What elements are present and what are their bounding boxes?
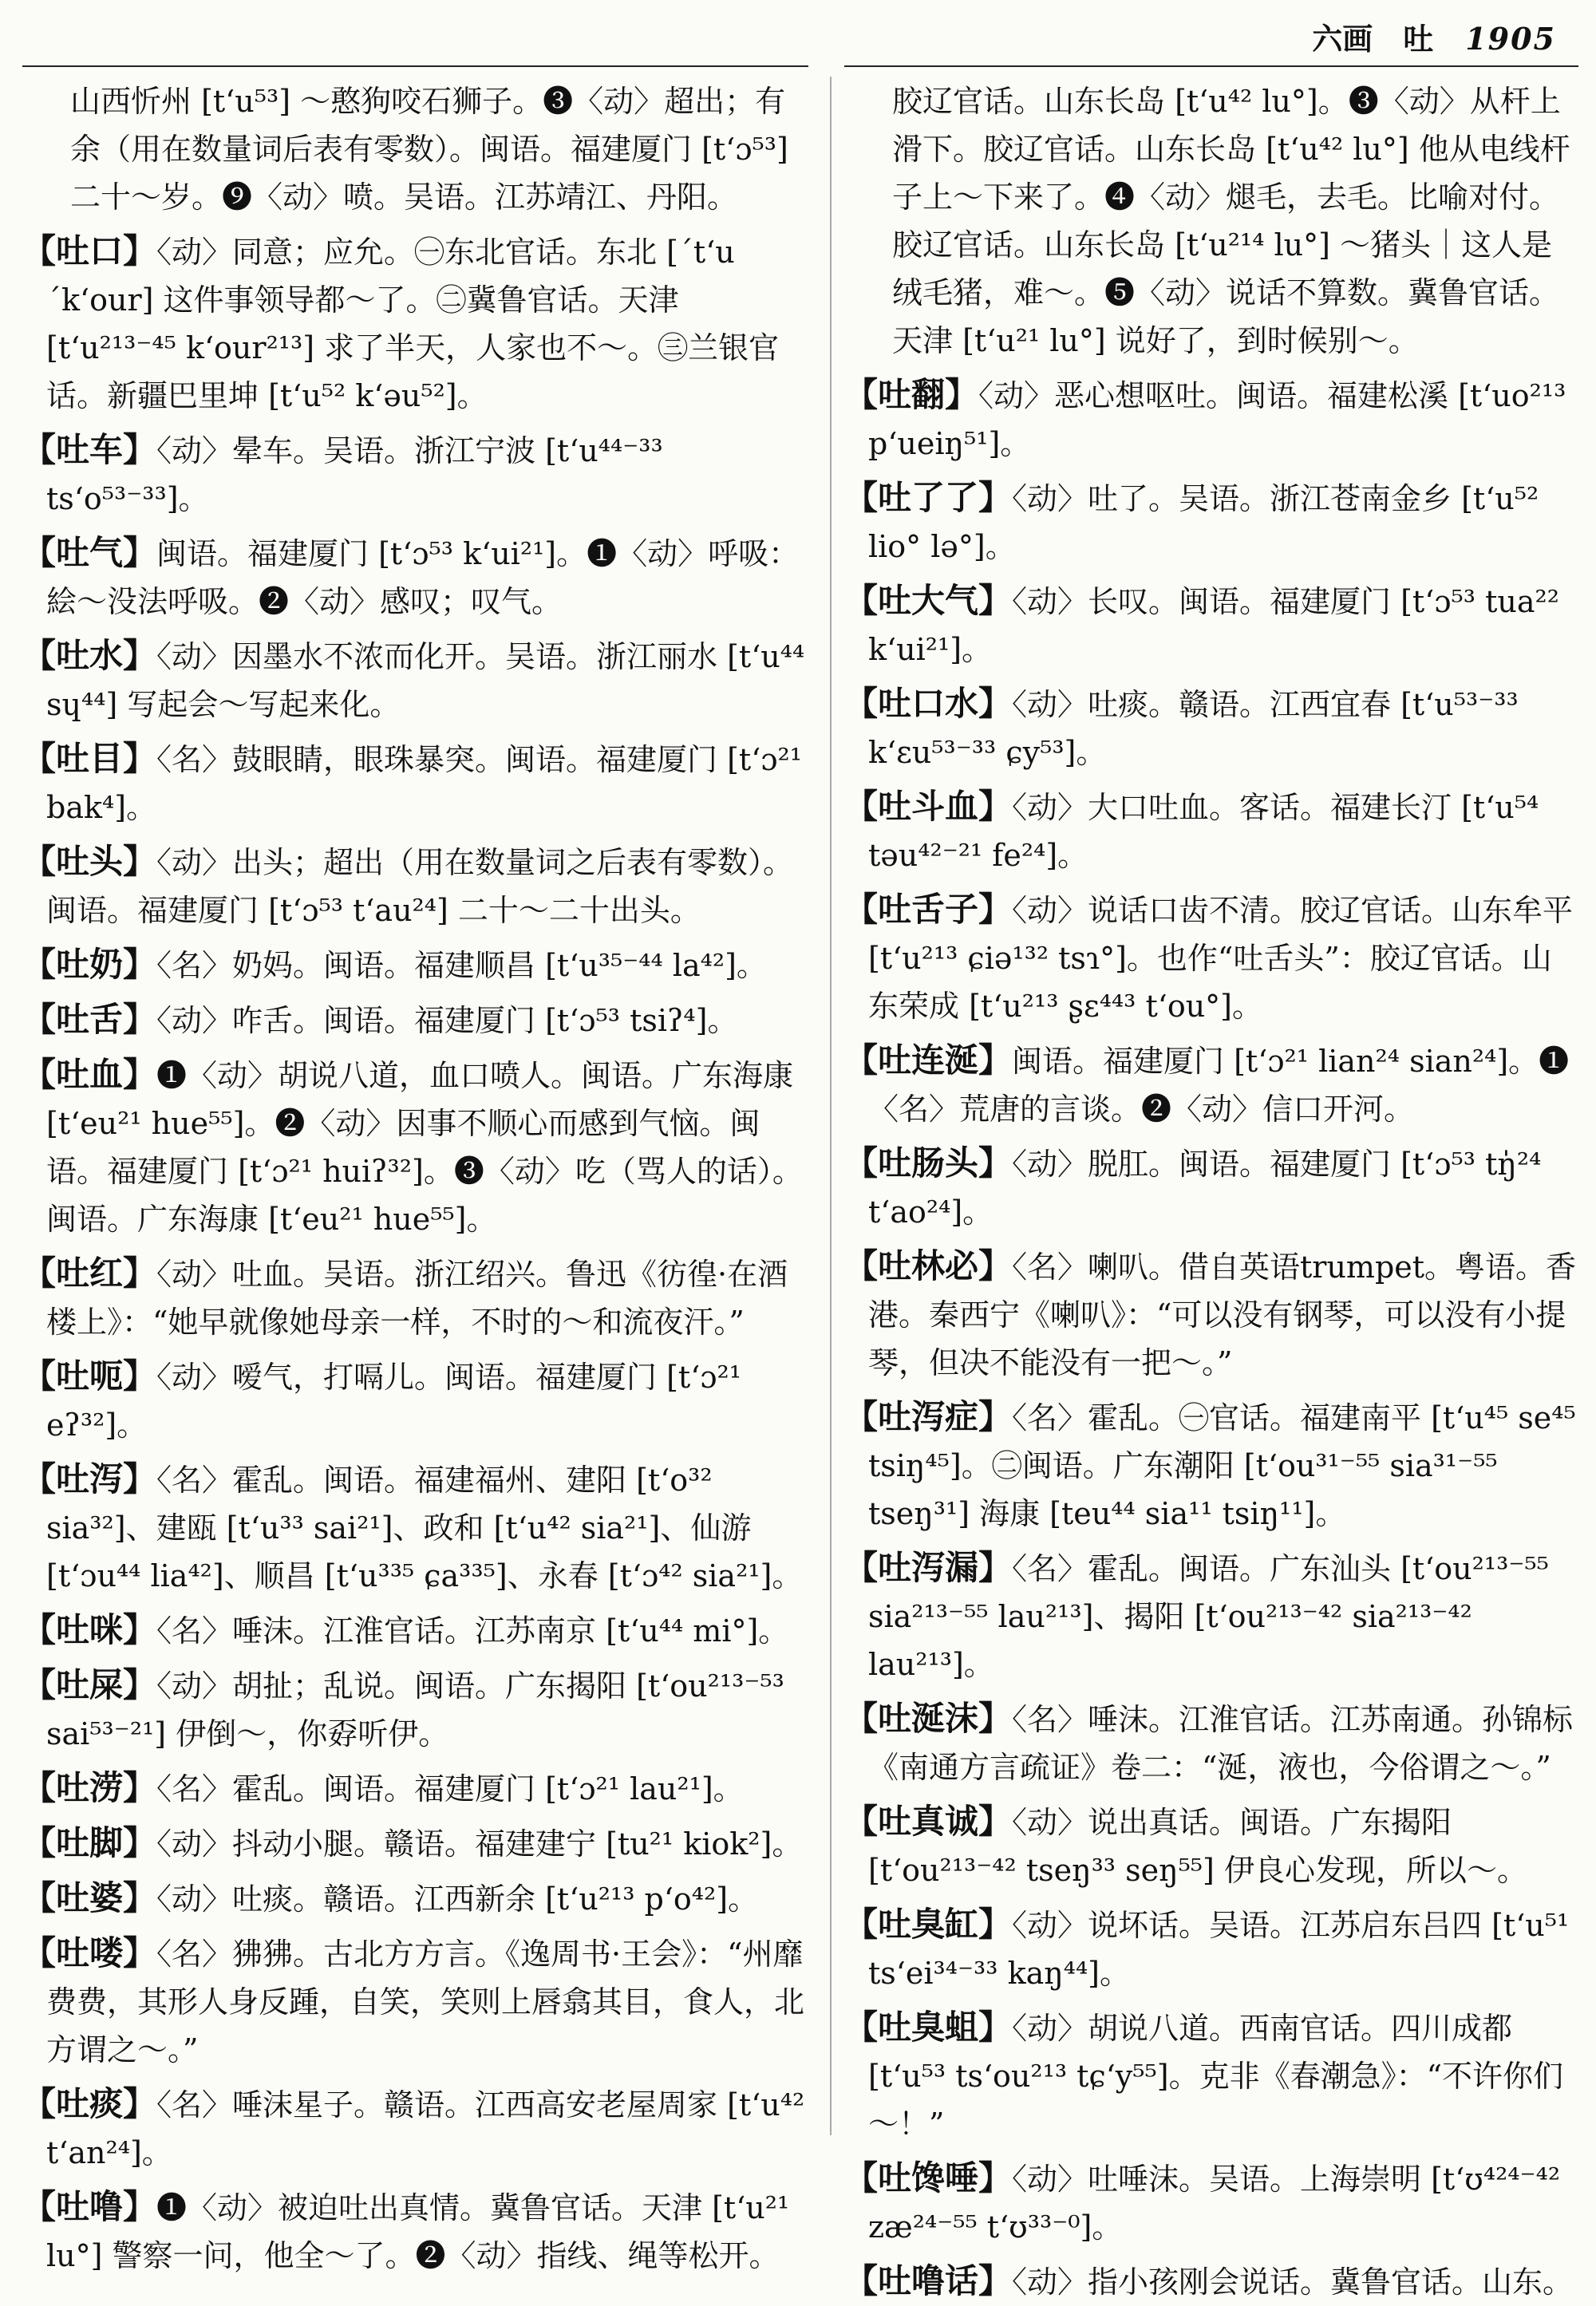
entry-headword: 【吐涎沫】 bbox=[844, 1699, 1013, 1738]
entry-definition: 〈名〉喇叭。借自英语trumpet。粤语。香港。秦西宁《喇叭》：“可以没有钢琴，可以没有小提琴，但决不能没有一把～。” bbox=[868, 1250, 1577, 1380]
entry-definition: 胶辽官话。山东长岛 [tʻu⁴² lu°]。❸〈动〉从杆上滑下。胶辽官话。山东长岛 [tʻu⁴² lu°] 他从电线杆子上～下来了。❹〈动〉煺毛，去毛。比喻对付。胶辽官话。山东长岛 [tʻu²¹⁴ lu°] ～猪头｜这人是绒毛猪，难～。❺〈动〉说话不算数。冀鲁官话。天津 [tʻu²¹ lu°] 说好了，到时候别～。 bbox=[892, 84, 1570, 358]
entry-definition: 〈动〉说坏话。吴语。江苏启东吕四 [tʻu⁵¹ tsʻei³⁴⁻³³ kaŋ⁴⁴]。 bbox=[868, 1908, 1570, 1991]
entry-headword: 【吐舌】 bbox=[22, 1000, 157, 1039]
dictionary-entry bbox=[22, 632, 808, 729]
entry-headword: 【吐口水】 bbox=[844, 684, 1013, 723]
entry-headword: 【吐了了】 bbox=[844, 478, 1013, 517]
entry-headword: 【吐大气】 bbox=[844, 581, 1013, 620]
entry-definition: 〈名〉霍乱。㊀官话。福建南平 [tʻu⁴⁵ se⁴⁵ tsiŋ⁴⁵]。㊁闽语。广东潮阳 [tʻou³¹⁻⁵⁵ sia³¹⁻⁵⁵ tseŋ³¹] 海康 [teu⁴⁴ sia¹¹ tsiŋ¹¹]。 bbox=[868, 1400, 1576, 1531]
entry-headword: 【吐红】 bbox=[22, 1254, 157, 1293]
dictionary-entry bbox=[22, 2183, 808, 2280]
entry-headword: 【吐涝】 bbox=[22, 1768, 157, 1807]
entry-definition: 〈名〉鼓眼睛，眼珠暴突。闽语。福建厦门 [tʻɔ²¹ bak⁴]。 bbox=[46, 742, 803, 825]
dictionary-entry bbox=[22, 77, 808, 221]
dictionary-entry bbox=[844, 1393, 1578, 1538]
dictionary-entry bbox=[844, 474, 1578, 571]
dictionary-entry bbox=[844, 2257, 1578, 2306]
entry-headword: 【吐车】 bbox=[22, 430, 157, 469]
entry-headword: 【吐咪】 bbox=[22, 1610, 157, 1649]
entry-headword: 【吐屎】 bbox=[22, 1665, 157, 1704]
dictionary-entry bbox=[22, 1606, 808, 1655]
entry-definition: 〈名〉唾沫。江淮官话。江苏南京 [tʻu⁴⁴ mi°]。 bbox=[156, 1613, 789, 1649]
entry-definition: 〈动〉同意；应允。㊀东北官话。东北 [ˊtʻu ˊkʻour] 这件事领导都～了。㊁冀鲁官话。天津 [tʻu²¹³⁻⁴⁵ kʻour²¹³] 求了半天，人家也不～。㊂兰银官话。新疆巴里坤 [tʻu⁵² kʻəu⁵²]。 bbox=[46, 235, 780, 413]
dictionary-entry bbox=[844, 1242, 1578, 1387]
entry-headword: 【吐臭蛆】 bbox=[844, 2008, 1013, 2047]
entry-definition: 〈名〉霍乱。闽语。福建福州、建阳 [tʻo³² sia³²]、建瓯 [tʻu³³ sai²¹]、政和 [tʻu⁴² sia²¹]、仙游 [tʻɔu⁴⁴ lia⁴²]、顺昌 [tʻu³³⁵ ɕa³³⁵]、永春 [tʻɔ⁴² sia²¹]。 bbox=[46, 1463, 803, 1593]
entry-definition: ❶〈动〉胡说八道，血口喷人。闽语。广东海康 [tʻeu²¹ hue⁵⁵]。❷〈动〉因事不顺心而感到气恼。闽语。福建厦门 [tʻɔ²¹ huiʔ³²]。❸〈动〉吃（骂人的话）。闽语。广东海康 [tʻeu²¹ hue⁵⁵]。 bbox=[46, 1058, 803, 1237]
dictionary-entry bbox=[844, 886, 1578, 1030]
dictionary-entry bbox=[22, 1874, 808, 1923]
dictionary-entry bbox=[22, 1455, 808, 1600]
dictionary-entry bbox=[844, 1901, 1578, 1997]
entry-definition: 〈动〉说出真话。闽语。广东揭阳 [tʻou²¹³⁻⁴² tseŋ³³ seŋ⁵⁵] 伊良心发现，所以～。 bbox=[868, 1805, 1527, 1888]
entry-definition: 〈动〉抖动小腿。赣语。福建建宁 [tu²¹ kiok²]。 bbox=[156, 1826, 803, 1862]
entry-headword: 【吐连涎】 bbox=[844, 1040, 1013, 1080]
entry-headword: 【吐水】 bbox=[22, 636, 157, 675]
dictionary-entry bbox=[844, 1037, 1578, 1133]
entry-definition: 〈名〉唾沫星子。赣语。江西高安老屋周家 [tʻu⁴² tʻan²⁴]。 bbox=[46, 2087, 805, 2170]
entry-headword: 【吐奶】 bbox=[22, 945, 157, 984]
entry-definition: 闽语。福建厦门 [tʻɔ⁵³ kʻui²¹]。❶〈动〉呼吸：絵～没法呼吸。❷〈动〉感叹；叹气。 bbox=[46, 536, 800, 619]
entry-definition: 〈动〉胡说八道。西南官话。四川成都 [tʻu⁵³ tsʻou²¹³ tɕʻy⁵⁵]。克非《春潮急》：“不许你们～！” bbox=[868, 2011, 1563, 2142]
dictionary-entry bbox=[22, 1250, 808, 1346]
entry-definition: 〈动〉咋舌。闽语。福建厦门 [tʻɔ⁵³ tsiʔ⁴]。 bbox=[156, 1003, 738, 1038]
entry-definition: 山西忻州 [tʻu⁵³] ～憨狗咬石狮子。❸〈动〉超出；有余（用在数量词后表有零数）。闽语。福建厦门 [tʻɔ⁵³] 二十～岁。❾〈动〉喷。吴语。江苏靖江、丹阳。 bbox=[70, 84, 788, 215]
page-header bbox=[1312, 14, 1556, 62]
dictionary-entry bbox=[844, 1798, 1578, 1894]
entry-headword: 【吐真诚】 bbox=[844, 1802, 1013, 1841]
dictionary-entry bbox=[22, 2080, 808, 2177]
dictionary-entry bbox=[22, 1352, 808, 1449]
dictionary-entry bbox=[22, 735, 808, 831]
entry-definition: 闽语。福建厦门 [tʻɔ²¹ lian²⁴ sian²⁴]。❶〈名〉荒唐的言谈。❷〈动〉信口开河。 bbox=[868, 1044, 1570, 1127]
entry-headword: 【吐斗血】 bbox=[844, 787, 1013, 826]
entry-headword: 【吐林必】 bbox=[844, 1246, 1013, 1285]
header-rule-left bbox=[22, 65, 808, 67]
entry-definition: 〈动〉胡扯；乱说。闽语。广东揭阳 [tʻou²¹³⁻⁵³ sai⁵³⁻²¹] 伊倒～，你孬听伊。 bbox=[46, 1668, 784, 1751]
entry-definition: 〈名〉霍乱。闽语。福建厦门 [tʻɔ²¹ lau²¹]。 bbox=[156, 1771, 744, 1806]
entry-definition: 〈动〉吐痰。赣语。江西宜春 [tʻu⁵³⁻³³ kʻɛu⁵³⁻³³ ɕy⁵³]。 bbox=[868, 687, 1519, 770]
entry-definition: 〈动〉恶心想呕吐。闽语。福建松溪 [tʻuo²¹³ pʻueiŋ⁵¹]。 bbox=[868, 378, 1566, 461]
left-column bbox=[22, 77, 808, 2273]
entry-headword: 【吐噜】 bbox=[22, 2187, 157, 2226]
entry-definition: 〈名〉狒狒。古北方方言。《逸周书·王会》：“州靡费费，其形人身反踵，自笑，笑则上唇翕其目，食人，北方谓之～。” bbox=[46, 1937, 805, 2067]
dictionary-entry bbox=[22, 1764, 808, 1813]
entry-definition: 〈动〉因墨水不浓而化开。吴语。浙江丽水 [tʻu⁴⁴ sɥ⁴⁴] 写起会～写起来化。 bbox=[46, 639, 805, 722]
entry-definition: 〈动〉说话口齿不清。胶辽官话。山东牟平 [tʻu²¹³ ɕiə¹³² tsɿ°]。也作“吐舌头”：胶辽官话。山东荣成 [tʻu²¹³ ʂɛ⁴⁴³ tʻou°]。 bbox=[868, 893, 1574, 1024]
entry-headword: 【吐翻】 bbox=[844, 375, 979, 414]
entry-headword: 【吐泻症】 bbox=[844, 1397, 1013, 1436]
dictionary-entry bbox=[22, 1819, 808, 1868]
dictionary-entry bbox=[22, 996, 808, 1044]
entry-headword: 【吐头】 bbox=[22, 842, 157, 881]
dictionary-entry bbox=[844, 680, 1578, 776]
entry-headword: 【吐肠头】 bbox=[844, 1143, 1013, 1183]
dictionary-entry bbox=[844, 1695, 1578, 1791]
entry-headword: 【吐臭缸】 bbox=[844, 1905, 1013, 1944]
entry-headword: 【吐喽】 bbox=[22, 1933, 157, 1972]
entry-definition: 〈动〉晕车。吴语。浙江宁波 [tʻu⁴⁴⁻³³ tsʻo⁵³⁻³³]。 bbox=[46, 433, 663, 516]
entry-headword: 【吐口】 bbox=[22, 231, 157, 270]
entry-definition: 〈动〉大口吐血。客话。福建长汀 [tʻu⁵⁴ təu⁴²⁻²¹ fe²⁴]。 bbox=[868, 790, 1539, 873]
entry-definition: 〈动〉嗳气，打嗝儿。闽语。福建厦门 [tʻɔ²¹ eʔ³²]。 bbox=[46, 1360, 742, 1443]
entry-definition: 〈动〉吐了。吴语。浙江苍南金乡 [tʻu⁵² lio° lə°]。 bbox=[868, 481, 1539, 564]
entry-definition: 〈动〉脱肛。闽语。福建厦门 [tʻɔ⁵³ tŋ̍²⁴ tʻao²⁴]。 bbox=[868, 1147, 1542, 1230]
dictionary-entry bbox=[22, 426, 808, 523]
dictionary-entry bbox=[844, 1544, 1578, 1688]
entry-definition: 〈动〉吐痰。赣语。江西新余 [tʻu²¹³ pʻo⁴²]。 bbox=[156, 1882, 759, 1917]
column-divider bbox=[830, 77, 832, 2135]
entry-headword: 【吐泻漏】 bbox=[844, 1548, 1013, 1587]
entry-headword: 【吐气】 bbox=[22, 533, 157, 572]
entry-definition: 〈名〉霍乱。闽语。广东汕头 [tʻou²¹³⁻⁵⁵ sia²¹³⁻⁵⁵ lau²¹³]、揭阳 [tʻou²¹³⁻⁴² sia²¹³⁻⁴² lau²¹³]。 bbox=[868, 1551, 1549, 1682]
dictionary-entry bbox=[22, 1661, 808, 1758]
dictionary-entry bbox=[844, 577, 1578, 673]
entry-definition: 〈动〉长叹。闽语。福建厦门 [tʻɔ⁵³ tua²² kʻui²¹]。 bbox=[868, 584, 1559, 667]
entry-headword: 【吐舌子】 bbox=[844, 890, 1013, 929]
dictionary-entry bbox=[844, 2004, 1578, 2148]
entry-headword: 【吐脚】 bbox=[22, 1823, 157, 1862]
entry-headword: 【吐噜话】 bbox=[844, 2261, 1013, 2300]
entry-definition: 〈动〉吐血。吴语。浙江绍兴。鲁迅《彷徨·在酒楼上》：“她早就像她母亲一样，不时的～和流夜汗。” bbox=[46, 1257, 788, 1340]
dictionary-entry bbox=[844, 2154, 1578, 2251]
section-title: 六画 吐 bbox=[1312, 21, 1434, 57]
dictionary-entry bbox=[22, 941, 808, 989]
entry-definition: 〈动〉吐唾沫。吴语。上海崇明 [tʻʊ⁴²⁴⁻⁴² zæ²⁴⁻⁵⁵ tʻʊ³³⁻⁰]。 bbox=[868, 2162, 1561, 2245]
entry-definition: ❶〈动〉被迫吐出真情。冀鲁官话。天津 [tʻu²¹ lu°] 警察一问，他全～了。❷〈动〉指线、绳等松开。 bbox=[46, 2190, 790, 2273]
entry-definition: 〈动〉出头；超出（用在数量词之后表有零数）。闽语。福建厦门 [tʻɔ⁵³ tʻau²⁴] 二十～二十出头。 bbox=[46, 845, 794, 928]
page-number: 1905 bbox=[1465, 21, 1556, 57]
dictionary-entry bbox=[22, 1929, 808, 2074]
dictionary-entry bbox=[22, 1051, 808, 1243]
dictionary-entry bbox=[844, 371, 1578, 468]
dictionary-entry bbox=[844, 77, 1578, 365]
entry-headword: 【吐血】 bbox=[22, 1055, 157, 1094]
dictionary-entry bbox=[22, 838, 808, 934]
entry-headword: 【吐泻】 bbox=[22, 1459, 157, 1499]
dictionary-entry bbox=[844, 1139, 1578, 1236]
entry-definition: 〈动〉指小孩刚会说话。冀鲁官话。山东。 bbox=[1012, 2265, 1574, 2300]
entry-definition: 〈名〉奶妈。闽语。福建顺昌 [tʻu³⁵⁻⁴⁴ la⁴²]。 bbox=[156, 948, 767, 983]
entry-headword: 【吐目】 bbox=[22, 739, 157, 778]
header-rule-right bbox=[844, 65, 1578, 67]
entry-definition: 〈名〉唾沫。江淮官话。江苏南通。孙锦标《南通方言疏证》卷二：“涎，液也，今俗谓之～。” bbox=[868, 1702, 1574, 1785]
dictionary-entry bbox=[22, 529, 808, 626]
entry-headword: 【吐呃】 bbox=[22, 1356, 157, 1396]
dictionary-entry bbox=[22, 227, 808, 420]
dictionary-entry bbox=[844, 783, 1578, 879]
entry-headword: 【吐痰】 bbox=[22, 2084, 157, 2123]
entry-headword: 【吐婆】 bbox=[22, 1878, 157, 1917]
entry-headword: 【吐馋唾】 bbox=[844, 2158, 1013, 2197]
right-column bbox=[844, 77, 1578, 2300]
